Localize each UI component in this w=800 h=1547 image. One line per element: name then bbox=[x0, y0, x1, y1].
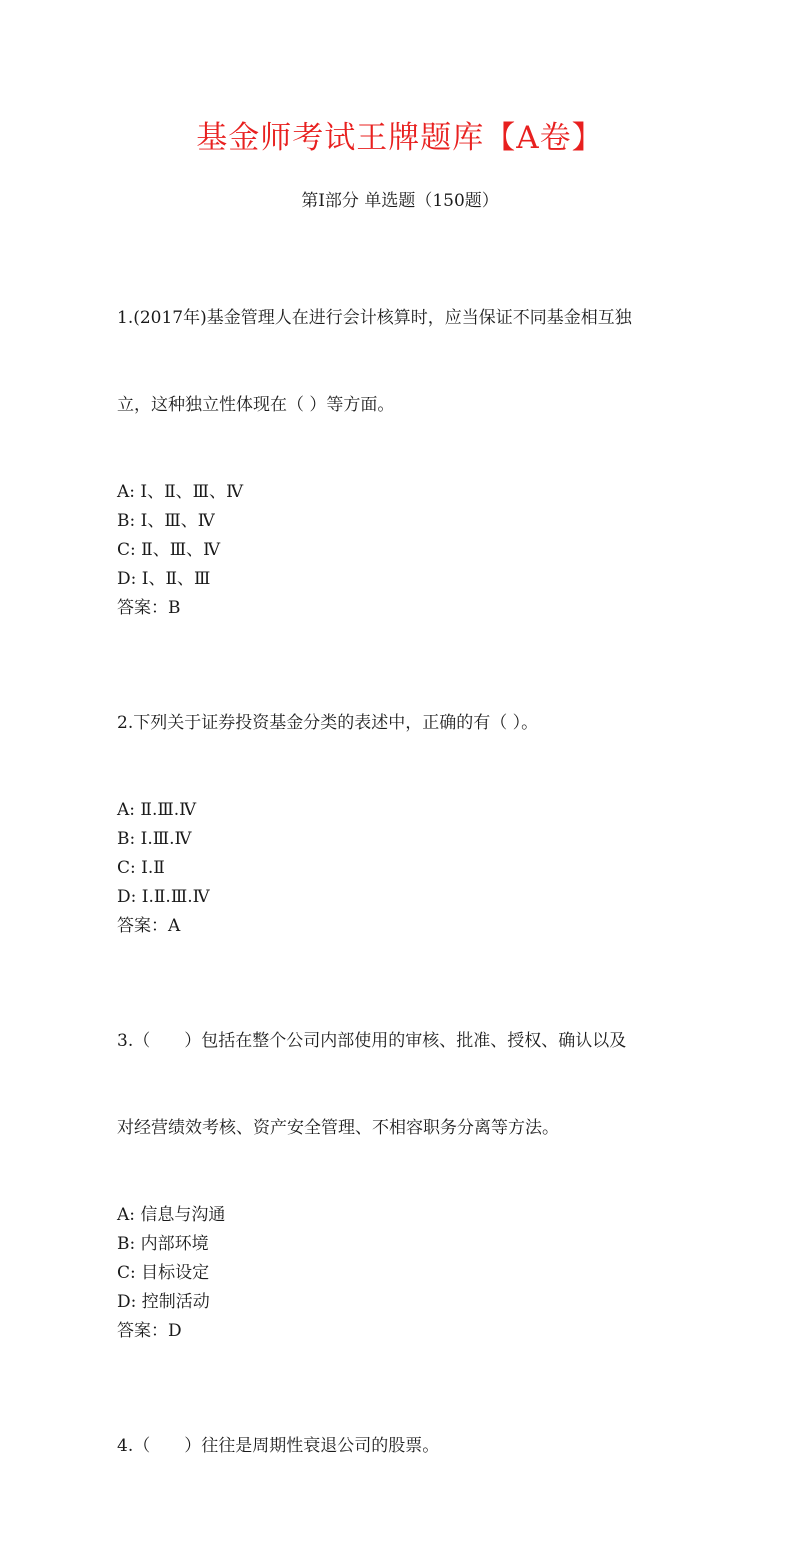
option-d: D: Ⅰ.Ⅱ.Ⅲ.Ⅳ bbox=[117, 887, 210, 907]
question-stem bbox=[117, 246, 677, 478]
question-stem-line: 3.（ ）包括在整个公司内部使用的审核、批准、授权、确认以及 bbox=[117, 1031, 627, 1051]
option-b: B: 内部环境 bbox=[117, 1234, 209, 1254]
option-b: B: Ⅰ.Ⅲ.Ⅳ bbox=[117, 829, 192, 849]
question-list bbox=[117, 246, 677, 1547]
option-a: A: 信息与沟通 bbox=[117, 1205, 226, 1225]
question-stem-line: 2.下列关于证券投资基金分类的表述中，正确的有（ ）。 bbox=[117, 713, 539, 733]
option-c: C: 目标设定 bbox=[117, 1263, 210, 1283]
answer-text: 答案：A bbox=[117, 916, 181, 936]
question-stem-line: 立，这种独立性体现在（ ）等方面。 bbox=[117, 395, 395, 415]
question-item bbox=[117, 1374, 677, 1519]
option-a: A: Ⅱ.Ⅲ.Ⅳ bbox=[117, 800, 197, 820]
option-c: C: Ⅰ.Ⅱ bbox=[117, 858, 165, 878]
question-stem-line: 4.（ ）往往是周期性衰退公司的股票。 bbox=[117, 1436, 440, 1456]
document-title: 基金师考试王牌题库【A卷】 bbox=[196, 120, 604, 156]
question-item bbox=[117, 246, 677, 623]
question-item bbox=[117, 969, 677, 1346]
option-d: D: Ⅰ、Ⅱ、Ⅲ bbox=[117, 569, 211, 589]
option-c: C: Ⅱ、Ⅲ、Ⅳ bbox=[117, 540, 221, 560]
question-stem-line: 对经营绩效考核、资产安全管理、不相容职务分离等方法。 bbox=[117, 1118, 559, 1138]
answer-text: 答案：B bbox=[117, 598, 181, 618]
option-a: A: Ⅰ、Ⅱ、Ⅲ、Ⅳ bbox=[117, 482, 244, 502]
question-item bbox=[117, 651, 677, 941]
section-heading: 第Ⅰ部分 单选题（150题） bbox=[301, 191, 499, 211]
question-stem-line: 1.(2017年)基金管理人在进行会计核算时，应当保证不同基金相互独 bbox=[117, 308, 632, 328]
question-stem bbox=[117, 1374, 677, 1519]
option-d: D: 控制活动 bbox=[117, 1292, 210, 1312]
answer-text: 答案：D bbox=[117, 1321, 182, 1341]
question-stem bbox=[117, 651, 677, 796]
option-b: B: Ⅰ、Ⅲ、Ⅳ bbox=[117, 511, 215, 531]
question-stem bbox=[117, 969, 677, 1201]
